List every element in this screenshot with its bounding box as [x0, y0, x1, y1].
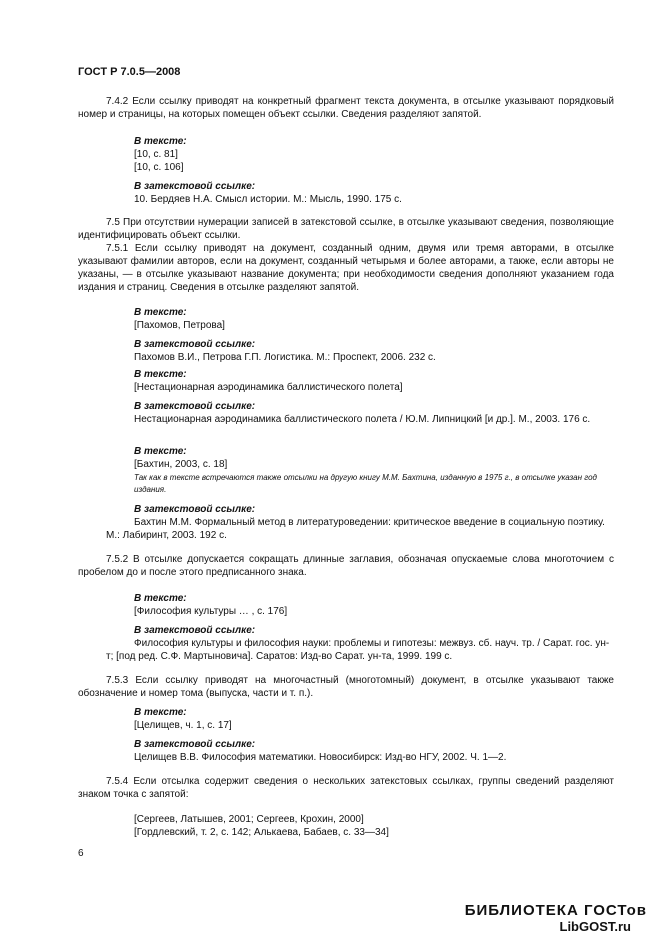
page-number: 6	[78, 848, 84, 859]
example-reference: 10. Бердяев Н.А. Смысл истории. М.: Мысль, 1990. 175 с.	[134, 194, 402, 205]
paragraph-7-5-1: 7.5.1 Если ссылку приводят на документ, созданный одним, двумя или тремя авторами, в отсылке указывают фамилии авторов, если на документ, созданный четырьмя и более авторами, а также, если авторы не указаны, — в отсылке указывают название документа; при необходимости сведения дополняют указанием года издания и страниц. Сведения в отсылке разделяют запятой.	[78, 243, 614, 293]
paragraph-7-5: 7.5 При отсутствии нумерации записей в затекстовой ссылке, в отсылке указывают сведения, позволяющие идентифицировать объект ссылки.	[78, 217, 614, 241]
example-4	[134, 445, 614, 471]
example-text-line: [Гордлевский, т. 2, с. 142; Алькаева, Бабаев, с. 33—34]	[134, 827, 389, 838]
example-text-line: [Бахтин, 2003, с. 18]	[134, 459, 228, 470]
example-5	[134, 592, 614, 637]
example-label-reference: В затекстовой ссылке:	[134, 739, 256, 750]
example-text-line: [10, с. 106]	[134, 162, 184, 173]
watermark-site: LibGOST.ru	[559, 919, 631, 934]
example-label-in-text: В тексте:	[134, 369, 187, 380]
example-reference: Пахомов В.И., Петрова Г.П. Логистика. М.: Проспект, 2006. 232 с.	[134, 352, 436, 363]
example-7	[134, 813, 614, 839]
example-label-reference: В затекстовой ссылке:	[134, 625, 256, 636]
example-label-reference: В затекстовой ссылке:	[134, 504, 256, 515]
example-1	[134, 135, 614, 206]
example-label-in-text: В тексте:	[134, 446, 187, 457]
example-label-in-text: В тексте:	[134, 307, 187, 318]
example-4-note: Так как в тексте встречаются также отсылки на другую книгу М.М. Бахтина, изданную в 1975 г., в отсылке указан год издания.	[134, 473, 597, 494]
example-label-reference: В затекстовой ссылке:	[134, 339, 256, 350]
example-3	[134, 368, 614, 413]
example-text-line: [Нестационарная аэродинамика баллистического полета]	[134, 382, 403, 393]
example-label-reference: В затекстовой ссылке:	[134, 401, 256, 412]
example-3-reference: Нестационарная аэродинамика баллистического полета / Ю.М. Липницкий [и др.]. М., 2003. 176 с.	[134, 414, 591, 425]
paragraph-7-5-3: 7.5.3 Если ссылку приводят на многочастный (многотомный) документ, в отсылке указывают также обозначение и номер тома (выпуска, части и т. п.).	[78, 675, 614, 699]
example-label-in-text: В тексте:	[134, 136, 187, 147]
example-text-line: [Пахомов, Петрова]	[134, 320, 225, 331]
example-4-ref-block	[134, 503, 614, 516]
example-4-reference: Бахтин М.М. Формальный метод в литературоведении: критическое введение в социальную поэтику. М.: Лабиринт, 2003. 192 с.	[106, 517, 605, 541]
document-header: ГОСТ Р 7.0.5—2008	[78, 66, 181, 78]
watermark-title: БИБЛИОТЕКА ГОСТов	[464, 902, 647, 919]
paragraph-7-5-2: 7.5.2 В отсылке допускается сокращать длинные заглавия, обозначая опускаемые слова многоточием с пробелом до и после этого предписанного знака.	[78, 554, 614, 578]
example-5-reference: Философия культуры и философия науки: проблемы и гипотезы: межвуз. сб. науч. тр. / Сарат. гос. ун-т; [под ред. С.Ф. Мартыновича]. Саратов: Изд-во Сарат. ун-та, 1999. 199 с.	[106, 638, 610, 662]
example-text-line: [Целищев, ч. 1, с. 17]	[134, 720, 232, 731]
example-label-in-text: В тексте:	[134, 707, 187, 718]
example-reference: Целищев В.В. Философия математики. Новосибирск: Изд-во НГУ, 2002. Ч. 1—2.	[134, 752, 507, 763]
example-text-line: [Сергеев, Латышев, 2001; Сергеев, Крохин, 2000]	[134, 814, 364, 825]
example-label-in-text: В тексте:	[134, 593, 187, 604]
example-text-line: [10, с. 81]	[134, 149, 178, 160]
example-label-reference: В затекстовой ссылке:	[134, 181, 256, 192]
paragraph-7-5-4: 7.5.4 Если отсылка содержит сведения о нескольких затекстовых ссылках, группы сведений разделяют знаком точка с запятой:	[78, 776, 614, 800]
example-text-line: [Философия культуры … , с. 176]	[134, 606, 288, 617]
paragraph-7-4-2: 7.4.2 Если ссылку приводят на конкретный фрагмент текста документа, в отсылке указывают порядковый номер и страницы, на которых помещен объект ссылки. Сведения разделяют запятой.	[78, 96, 614, 120]
example-6	[134, 706, 614, 764]
example-2	[134, 306, 614, 364]
